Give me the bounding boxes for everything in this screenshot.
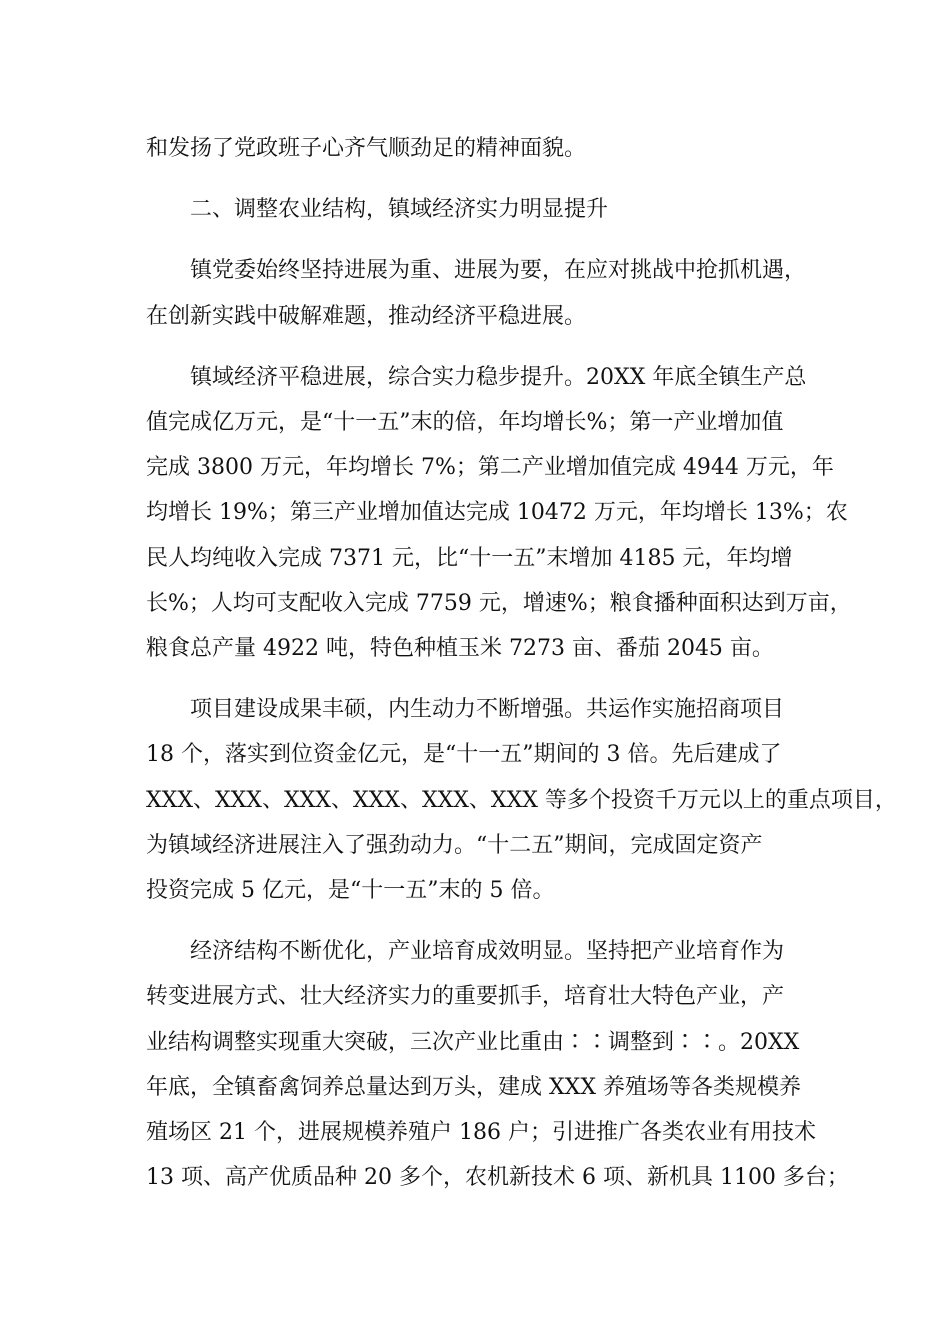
text-line: 值完成亿万元，是“十一五”末的倍，年均增长%；第一产业增加值 <box>146 410 784 436</box>
text-line: 镇党委始终坚持进展为重、进展为要，在应对挑战中抢抓机遇， <box>190 258 807 284</box>
text-line: 民人均纯收入完成 7371 元，比“十一五”末增加 4185 元，年均增 <box>146 545 793 571</box>
text-line: 长%；人均可支配收入完成 7759 元，增速%；粮食播种面积达到万亩， <box>146 590 852 616</box>
text-line: 为镇域经济进展注入了强劲动力。“十二五”期间，完成固定资产 <box>146 832 763 858</box>
section-heading <box>146 187 815 232</box>
text-line: 粮食总产量 4922 吨，特色种植玉米 7273 亩、番茄 2045 亩。 <box>146 636 774 662</box>
body-paragraph <box>146 248 815 338</box>
body-paragraph <box>146 687 897 913</box>
text-line: 在创新实践中破解难题，推动经济平稳进展。 <box>146 303 587 329</box>
text-line: 二、调整农业结构，镇域经济实力明显提升 <box>190 197 609 223</box>
body-paragraph <box>146 355 852 671</box>
text-line: 转变进展方式、壮大经济实力的重要抓手，培育壮大特色产业，产 <box>146 984 785 1010</box>
text-line: 殖场区 21 个，进展规模养殖户 186 户；引进推广各类农业有用技术 <box>146 1120 816 1146</box>
body-paragraph <box>146 126 815 171</box>
text-line: 均增长 19%；第三产业增加值达完成 10472 万元，年均增长 13%；农 <box>146 500 848 526</box>
text-line: 业结构调整实现重大突破，三次产业比重由∶∶调整到∶∶。20XX <box>146 1029 800 1055</box>
text-line: 18 个，落实到位资金亿元，是“十一五”期间的 3 倍。先后建成了 <box>146 742 782 768</box>
text-line: 年底，全镇畜禽饲养总量达到万头，建成 XXX 养殖场等各类规模养 <box>146 1074 801 1100</box>
text-line: 项目建设成果丰硕，内生动力不断增强。共运作实施招商项目 <box>190 697 785 723</box>
text-line: 镇域经济平稳进展，综合实力稳步提升。20XX 年底全镇生产总 <box>190 364 807 390</box>
body-paragraph <box>146 929 849 1200</box>
text-line: 经济结构不断优化，产业培育成效明显。坚持把产业培育作为 <box>190 939 785 965</box>
text-line: 和发扬了党政班子心齐气顺劲足的精神面貌。 <box>146 136 587 161</box>
text-line: 投资完成 5 亿元，是“十一五”末的 5 倍。 <box>146 878 555 904</box>
text-line: 13 项、高产优质品种 20 多个，农机新技术 6 项、新机具 1100 多台； <box>146 1165 849 1191</box>
text-line: 完成 3800 万元，年均增长 7%；第二产业增加值完成 4944 万元，年 <box>146 455 834 481</box>
text-line: XXX、XXX、XXX、XXX、XXX、XXX 等多个投资千万元以上的重点项目， <box>146 787 897 813</box>
